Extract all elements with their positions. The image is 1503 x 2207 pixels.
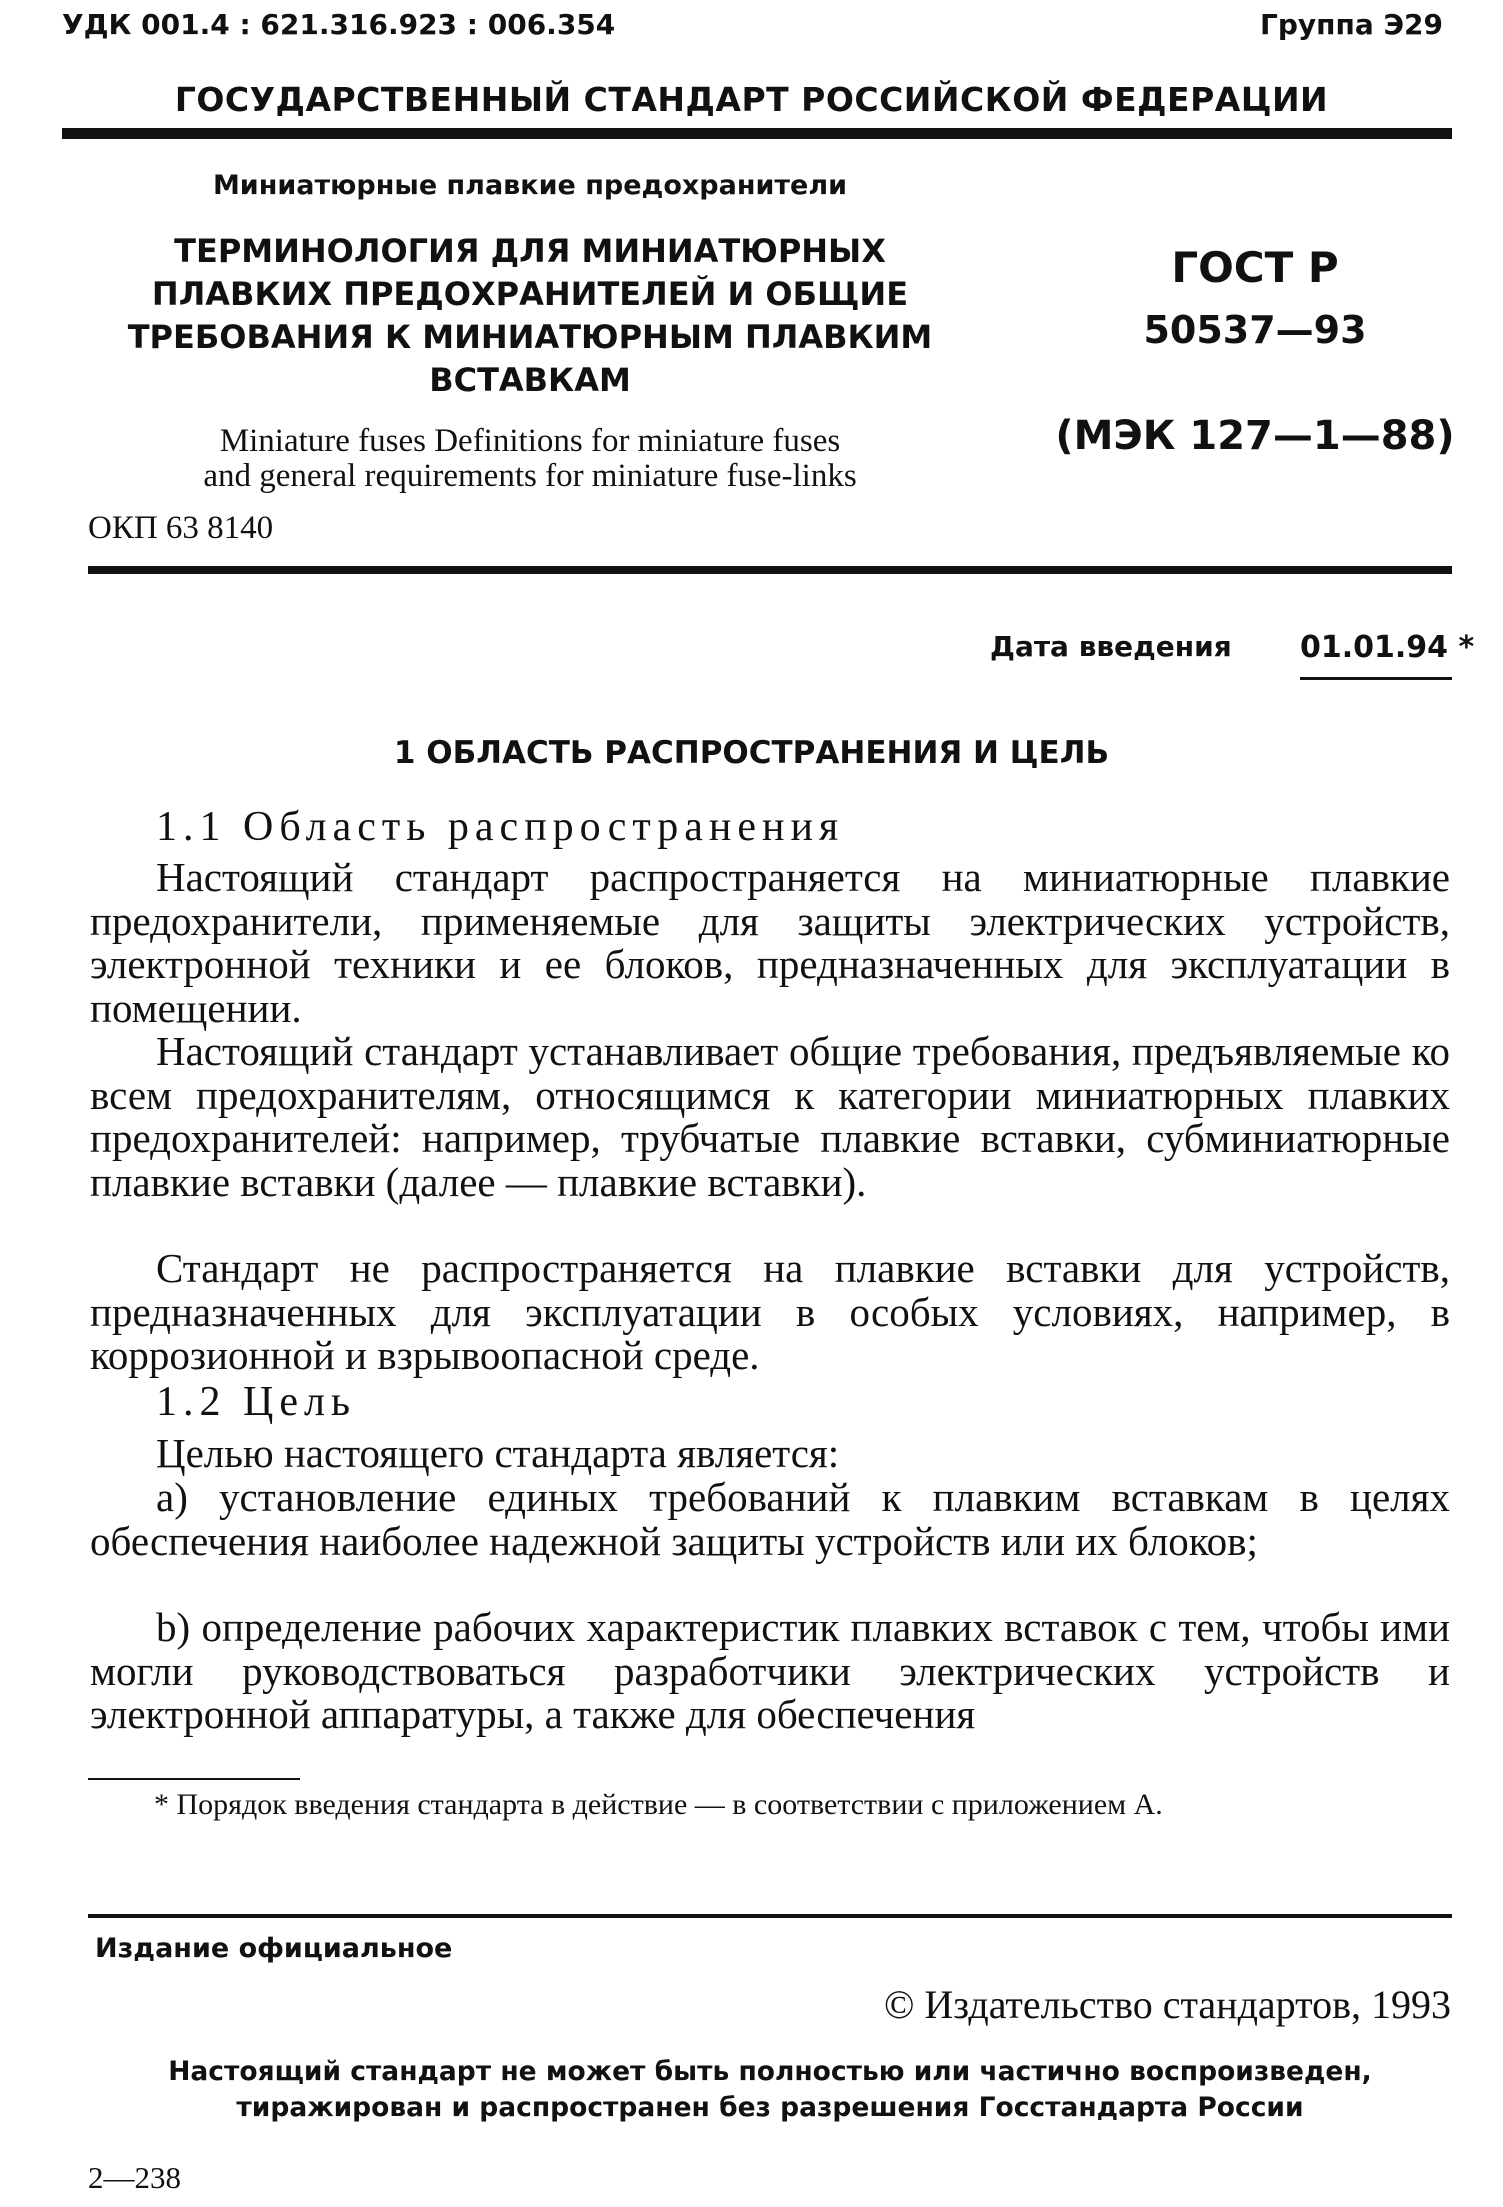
paragraph: Стандарт не распространяется на плавкие вставки для устройств, предназначенных для эксплуатации в особых условиях, например, в коррозионной и взрывоопасной среде. bbox=[90, 1245, 1450, 1378]
subsection-heading: 1.1 Область распространения bbox=[156, 804, 845, 850]
subject-line: Миниатюрные плавкие предохранители bbox=[212, 170, 848, 201]
list-item: a) установление единых требований к плавким вставкам в целях обеспечения наиболее надежной защиты устройств или их блоков; bbox=[90, 1474, 1450, 1564]
title-line: ТРЕБОВАНИЯ К МИНИАТЮРНЫМ ПЛАВКИМ bbox=[127, 318, 933, 356]
edition-label: Издание официальное bbox=[95, 1933, 453, 1964]
title-rule bbox=[88, 566, 1452, 574]
page-code: 2—238 bbox=[88, 2160, 181, 2195]
gost-number: 50537—93 bbox=[1143, 308, 1367, 352]
intro-date-underline bbox=[1300, 677, 1452, 680]
title-line: ТЕРМИНОЛОГИЯ ДЛЯ МИНИАТЮРНЫХ bbox=[174, 232, 886, 270]
intro-date-value: 01.01.94 * bbox=[1300, 630, 1475, 665]
header-rule bbox=[62, 128, 1452, 139]
footer-rule bbox=[88, 1914, 1452, 1918]
copyright: © Издательство стандартов, 1993 bbox=[883, 1982, 1451, 2027]
section-heading: 1 ОБЛАСТЬ РАСПРОСТРАНЕНИЯ И ЦЕЛЬ bbox=[393, 735, 1110, 771]
iec-reference: (МЭК 127—1—88) bbox=[1055, 413, 1455, 459]
footnote: * Порядок введения стандарта в действие — в соответствии с приложением А. bbox=[154, 1788, 1163, 1821]
okp-code: ОКП 63 8140 bbox=[88, 510, 274, 546]
org-title: ГОСУДАРСТВЕННЫЙ СТАНДАРТ РОССИЙСКОЙ ФЕДЕРАЦИИ bbox=[174, 80, 1329, 119]
english-title-line: and general requirements for miniature fuse-links bbox=[203, 458, 857, 494]
title-line: ВСТАВКАМ bbox=[429, 361, 631, 399]
paragraph: Настоящий стандарт устанавливает общие требования, предъявляемые ко всем предохранителям, относящимся к категории миниатюрных плавких предохранителей: например, трубчатые плавкие вставки, субминиатюрные плавкие вставки (далее — плавкие вставки). bbox=[90, 1028, 1450, 1205]
intro-date-label: Дата введения bbox=[990, 630, 1232, 663]
paragraph: Целью настоящего стандарта является: bbox=[156, 1430, 840, 1476]
standard-title bbox=[0, 230, 1060, 402]
title-line: ПЛАВКИХ ПРЕДОХРАНИТЕЛЕЙ И ОБЩИЕ bbox=[151, 275, 909, 313]
english-title-line: Miniature fuses Definitions for miniature fuses bbox=[219, 423, 841, 459]
copyright-notice bbox=[88, 2054, 1452, 2126]
list-item: b) определение рабочих характеристик плавких вставок с тем, чтобы ими могли руководствоваться разработчики электрических устройств и электронной аппаратуры, а также для обеспечения bbox=[90, 1604, 1450, 1737]
english-title bbox=[0, 424, 1060, 494]
gost-label: ГОСТ Р bbox=[1171, 243, 1339, 292]
notice-line: тиражирован и распространен без разрешения Госстандарта России bbox=[236, 2092, 1304, 2123]
notice-line: Настоящий стандарт не может быть полностью или частично воспроизведен, bbox=[168, 2056, 1372, 2087]
subsection-heading: 1.2 Цель bbox=[156, 1379, 357, 1425]
udk-code: УДК 001.4 : 621.316.923 : 006.354 bbox=[62, 8, 616, 41]
paragraph: Настоящий стандарт распространяется на миниатюрные плавкие предохранители, применяемые для защиты электрических устройств, электронной техники и ее блоков, предназначенных для эксплуатации в помещении. bbox=[90, 854, 1450, 1031]
footnote-rule bbox=[88, 1778, 300, 1780]
group-code: Группа Э29 bbox=[1260, 8, 1443, 41]
